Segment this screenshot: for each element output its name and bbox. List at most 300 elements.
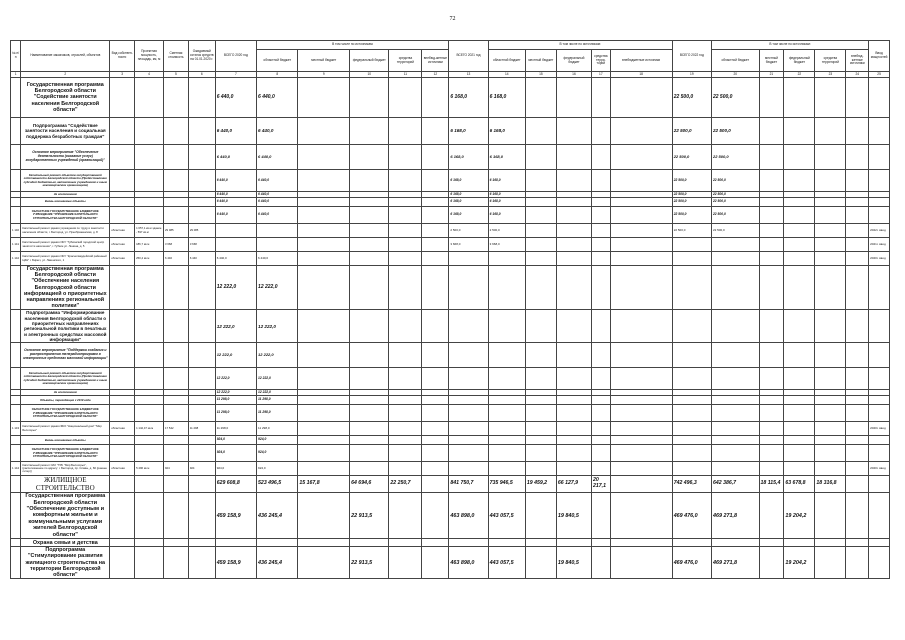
row-value: [389, 436, 422, 445]
row-name: Подпрограмма "Информирование населения Белгородской области о приоритетных направлениях региональной политики в печатных и электронных средствах массовой информации": [21, 310, 110, 343]
row-value: 22 500,0: [672, 78, 711, 118]
row-value: [592, 343, 611, 368]
row-value: [610, 368, 672, 390]
row-value: [846, 547, 869, 579]
row-value: [350, 118, 389, 145]
row-value: 459 158,9: [215, 493, 256, 539]
row-value: [350, 445, 389, 462]
table-row: [11, 539, 890, 547]
row-value: [389, 310, 422, 343]
row-value: [525, 310, 556, 343]
row-value: [846, 493, 869, 539]
row-value: 18 316,8: [815, 476, 846, 493]
row-value: 469 271,8: [711, 547, 759, 579]
row-value: [846, 224, 869, 238]
row-estimate: 17 542: [164, 422, 189, 436]
row-estimate: [164, 145, 189, 170]
row-remaining: [188, 493, 215, 539]
row-number: [11, 368, 21, 390]
row-remaining: 924: [188, 462, 215, 476]
row-remaining: [188, 170, 215, 192]
row-estimate: [164, 266, 189, 310]
row-value: 6 168,0: [449, 192, 488, 198]
row-value: 924,0: [257, 436, 298, 445]
row-value: [556, 396, 591, 405]
header-src-extrabudget: внебюд-жетные источники: [422, 50, 449, 72]
row-value: [592, 547, 611, 579]
row-estimate: [164, 445, 189, 462]
row-value: [556, 118, 591, 145]
row-value: [592, 422, 611, 436]
row-value: [759, 224, 784, 238]
row-estimate: [164, 436, 189, 445]
row-value: [846, 198, 869, 207]
header-remaining: Ожидаемый остаток средств на 01.01.2020 г.: [188, 41, 215, 72]
row-number: [11, 266, 21, 310]
row-value: 6 168,0: [449, 170, 488, 192]
row-value: [298, 493, 350, 539]
row-value: [449, 343, 488, 368]
row-value: 12 222,0: [257, 266, 298, 310]
header-src-territories: средства территорий: [389, 50, 422, 72]
object-row: [11, 224, 890, 238]
row-value: [525, 547, 556, 579]
row-value: [350, 422, 389, 436]
row-value: 6 440,0: [257, 170, 298, 192]
row-value: [711, 422, 759, 436]
row-number: [11, 207, 21, 224]
row-value: [846, 252, 869, 266]
row-value: 22 500,0: [672, 145, 711, 170]
row-value: [350, 436, 389, 445]
row-value: [556, 462, 591, 476]
row-value: [711, 405, 759, 422]
row-value: [815, 493, 846, 539]
row-capacity: [135, 207, 164, 224]
header-name: Наименование заказчиков, отраслей, объектов: [21, 41, 110, 72]
row-value: [422, 310, 449, 343]
row-value: [389, 422, 422, 436]
table-row: [11, 445, 890, 462]
row-value: [556, 266, 591, 310]
row-value: 19 840,5: [556, 547, 591, 579]
row-commission: [869, 343, 890, 368]
row-value: [846, 266, 869, 310]
row-value: [672, 405, 711, 422]
row-value: [759, 493, 784, 539]
row-commission: [869, 539, 890, 547]
row-value: 6 440,0: [215, 118, 256, 145]
row-value: [257, 238, 298, 252]
row-commission: [869, 547, 890, 579]
row-value: 19 204,2: [784, 547, 815, 579]
row-capacity: [135, 343, 164, 368]
row-value: 22 500,0: [711, 198, 759, 207]
row-value: 22 913,5: [350, 493, 389, 539]
row-value: [449, 539, 488, 547]
row-name: За исключением: [21, 192, 110, 198]
header-total-2020: ВСЕГО 2020 год: [215, 41, 256, 72]
row-number: [11, 198, 21, 207]
row-value: 22 500,0: [711, 207, 759, 224]
row-estimate: 3 668: [164, 238, 189, 252]
row-value: [449, 422, 488, 436]
row-value: [784, 539, 815, 547]
row-value: 924,0: [215, 445, 256, 462]
row-value: 459 158,9: [215, 547, 256, 579]
row-value: [488, 405, 525, 422]
row-value: [815, 462, 846, 476]
row-value: [298, 170, 350, 192]
row-capacity: [135, 493, 164, 539]
row-value: [592, 539, 611, 547]
column-number: 11: [389, 72, 422, 78]
row-value: 18 115,4: [759, 476, 784, 493]
row-estimate: [164, 118, 189, 145]
row-name: Государственная программа Белгородской области "Обеспечение доступным и комфортным жильем и коммунальными услугами жителей Белгородской области": [21, 493, 110, 539]
row-value: [784, 396, 815, 405]
column-number: 22: [784, 72, 815, 78]
row-value: [422, 396, 449, 405]
row-value: [815, 343, 846, 368]
row-value: [759, 198, 784, 207]
row-value: [257, 224, 298, 238]
row-value: 436 245,4: [257, 493, 298, 539]
row-value: [784, 252, 815, 266]
row-ownership: областная: [110, 238, 135, 252]
table-row: [11, 405, 890, 422]
row-ownership: [110, 445, 135, 462]
row-value: 12 222,0: [215, 266, 256, 310]
row-value: 735 946,5: [488, 476, 525, 493]
row-value: [556, 422, 591, 436]
row-commission: [869, 493, 890, 539]
row-value: [298, 436, 350, 445]
row-ownership: [110, 539, 135, 547]
row-value: [711, 368, 759, 390]
row-estimate: [164, 78, 189, 118]
row-value: [350, 207, 389, 224]
row-number: 1 140: [11, 224, 21, 238]
row-value: [672, 343, 711, 368]
row-commission: 2020г. ввод: [869, 252, 890, 266]
row-value: [389, 266, 422, 310]
row-value: [422, 539, 449, 547]
row-value: 924,0: [257, 445, 298, 462]
row-ownership: [110, 436, 135, 445]
table-row: [11, 547, 890, 579]
table-row: [11, 118, 890, 145]
row-capacity: [135, 145, 164, 170]
row-value: [350, 396, 389, 405]
row-value: [389, 539, 422, 547]
row-name: Капитальный ремонт объектов государственной собственности Белгородской области (Предоставление субсидий бюджетным, автономным учреждениям и иным некоммерческим организациям): [21, 368, 110, 390]
header-src-federal: федеральный бюджет: [350, 50, 389, 72]
row-value: [525, 405, 556, 422]
row-value: [350, 343, 389, 368]
row-value: [488, 445, 525, 462]
row-value: [215, 224, 256, 238]
row-number: [11, 145, 21, 170]
row-remaining: [188, 118, 215, 145]
row-value: [449, 252, 488, 266]
row-value: [610, 145, 672, 170]
row-ownership: [110, 547, 135, 579]
row-value: [556, 198, 591, 207]
row-number: [11, 343, 21, 368]
row-value: [556, 252, 591, 266]
row-value: [815, 145, 846, 170]
row-value: [350, 145, 389, 170]
row-value: [759, 405, 784, 422]
row-number: [11, 396, 21, 405]
row-value: [298, 343, 350, 368]
row-value: [422, 493, 449, 539]
row-value: [488, 539, 525, 547]
row-value: [815, 547, 846, 579]
header-src-territories: средства терри-торий: [592, 50, 611, 72]
row-value: [422, 547, 449, 579]
row-value: 64 694,6: [350, 476, 389, 493]
row-remaining: [188, 343, 215, 368]
row-value: [488, 310, 525, 343]
row-value: [389, 462, 422, 476]
row-value: [298, 118, 350, 145]
row-value: 11 298,0: [257, 405, 298, 422]
row-value: [784, 445, 815, 462]
row-value: [449, 310, 488, 343]
row-value: 6 440,0: [215, 145, 256, 170]
row-value: [525, 224, 556, 238]
row-value: [784, 405, 815, 422]
column-number: 3: [110, 72, 135, 78]
row-value: 12 222,0: [257, 310, 298, 343]
row-commission: 2022г. ввод: [869, 224, 890, 238]
row-value: 463 898,0: [449, 547, 488, 579]
row-value: [298, 539, 350, 547]
row-value: 463 898,0: [449, 493, 488, 539]
row-value: [556, 78, 591, 118]
row-value: 469 476,0: [672, 493, 711, 539]
row-value: [815, 207, 846, 224]
row-value: [711, 343, 759, 368]
row-value: 6 440,0: [215, 78, 256, 118]
row-value: 6 440,0: [257, 118, 298, 145]
header-sources-2022: В том числе по источникам:: [711, 41, 868, 50]
row-capacity: 250,4 кв.м: [135, 252, 164, 266]
row-value: [759, 396, 784, 405]
header-sources-2020: В том числе по источникам:: [257, 41, 449, 50]
row-name: Капитальный ремонт здания ОКУ "Губкинский городской центр занятости населения", г. Губкин ул. Ленина, д. 5: [21, 238, 110, 252]
row-value: [672, 266, 711, 310]
row-capacity: [135, 266, 164, 310]
row-name: Капитальный ремонт ОАУ "ТРК "Мир Белогорья", (расположенное по адресу: г. Белгород, пр. Славы, д. 60 (раннее литер)): [21, 462, 110, 476]
row-value: [592, 310, 611, 343]
row-number: 1 144: [11, 462, 21, 476]
row-value: [215, 539, 256, 547]
row-value: [525, 396, 556, 405]
row-value: [350, 368, 389, 390]
row-value: [672, 368, 711, 390]
row-value: [350, 252, 389, 266]
header-n: № п/п: [11, 41, 21, 72]
row-value: 22 500,0: [672, 192, 711, 198]
row-value: [610, 118, 672, 145]
header-src-extrabudget: внебюд-жетные источники: [846, 50, 869, 72]
row-estimate: [164, 539, 189, 547]
row-value: 6 168,0: [449, 118, 488, 145]
row-value: [592, 266, 611, 310]
row-value: [389, 343, 422, 368]
row-name: Основное мероприятие "Поддержка создания и распространения телерадиопрограмм в электронных средствах массовой информации": [21, 343, 110, 368]
row-estimate: [164, 368, 189, 390]
row-value: [815, 405, 846, 422]
row-capacity: [135, 78, 164, 118]
row-name: ОБЛАСТНОЕ ГОСУДАРСТВЕННОЕ БЮДЖЕТНОЕ УЧРЕЖДЕНИЕ "УПРАВЛЕНИЕ КАПИТАЛЬНОГО СТРОИТЕЛЬСТВА БЕЛГОРОДСКОЙ ОБЛАСТИ": [21, 445, 110, 462]
row-value: 22 250,7: [389, 476, 422, 493]
row-name: Вновь начинаемые объекты: [21, 436, 110, 445]
column-number: 14: [488, 72, 525, 78]
row-estimate: 6 440: [164, 252, 189, 266]
row-commission: [869, 476, 890, 493]
row-value: [298, 445, 350, 462]
row-value: [592, 118, 611, 145]
row-value: 6 440,0: [215, 170, 256, 192]
row-number: [11, 493, 21, 539]
row-value: [610, 78, 672, 118]
row-capacity: [135, 436, 164, 445]
row-value: 523 496,5: [257, 476, 298, 493]
header-src-territories: средства территорий: [815, 50, 846, 72]
row-value: [298, 396, 350, 405]
row-estimate: [164, 405, 189, 422]
row-value: 12 222,0: [257, 368, 298, 390]
row-value: [759, 310, 784, 343]
row-value: [422, 422, 449, 436]
row-value: 6 440,0: [257, 192, 298, 198]
row-value: [592, 78, 611, 118]
row-remaining: [188, 436, 215, 445]
column-number: 24: [846, 72, 869, 78]
row-capacity: [135, 170, 164, 192]
row-value: 22 500,0: [672, 198, 711, 207]
row-value: 2 500,0: [488, 224, 525, 238]
row-name: Капитальный ремонт здания ФКО "Национальный дом" "Мир Белогорья": [21, 422, 110, 436]
row-value: [422, 343, 449, 368]
row-value: [389, 198, 422, 207]
header-total-2021: ВСЕГО 2021 год: [449, 41, 488, 72]
row-value: [815, 266, 846, 310]
row-value: [350, 78, 389, 118]
row-value: 22 500,0: [711, 78, 759, 118]
row-value: 6 440,0: [215, 252, 256, 266]
column-number: 18: [610, 72, 672, 78]
row-number: [11, 78, 21, 118]
row-name: Государственная программа Белгородской области "Обеспечение населения Белгородской области информацией о приоритетных направлениях региональной политики": [21, 266, 110, 310]
row-estimate: [164, 207, 189, 224]
row-value: [422, 368, 449, 390]
row-commission: [869, 310, 890, 343]
row-value: [449, 462, 488, 476]
row-capacity: [135, 405, 164, 422]
row-value: [672, 539, 711, 547]
row-remaining: [188, 310, 215, 343]
row-value: [759, 445, 784, 462]
column-number: 4: [135, 72, 164, 78]
row-remaining: [188, 547, 215, 579]
row-value: [488, 436, 525, 445]
row-capacity: [135, 118, 164, 145]
row-value: [711, 238, 759, 252]
header-sources-2021: В том числе по источникам:: [488, 41, 672, 50]
row-value: [298, 78, 350, 118]
row-value: [422, 462, 449, 476]
row-ownership: [110, 343, 135, 368]
row-value: [389, 238, 422, 252]
table-row: [11, 170, 890, 192]
row-value: 6 168,0: [449, 78, 488, 118]
row-value: [784, 118, 815, 145]
row-value: 742 496,3: [672, 476, 711, 493]
row-ownership: [110, 207, 135, 224]
row-value: [815, 170, 846, 192]
row-commission: [869, 198, 890, 207]
row-value: [525, 118, 556, 145]
row-remaining: 29 085: [188, 224, 215, 238]
row-value: [298, 198, 350, 207]
row-value: [711, 445, 759, 462]
row-number: [11, 476, 21, 493]
row-estimate: [164, 198, 189, 207]
row-value: [389, 224, 422, 238]
row-name: Капитальный ремонт объектов государственной собственности Белгородской области (Предоставление субсидий бюджетным, автономным учреждениям и иным некоммерческим организациям): [21, 170, 110, 192]
row-value: [846, 343, 869, 368]
header-src-regional: областной бюджет: [488, 50, 525, 72]
row-value: [610, 436, 672, 445]
header-src-local: местный бюджет: [759, 50, 784, 72]
row-value: [784, 343, 815, 368]
row-value: [389, 118, 422, 145]
row-value: [592, 145, 611, 170]
object-row: [11, 422, 890, 436]
row-value: [610, 207, 672, 224]
row-number: [11, 118, 21, 145]
row-value: 11 298,0: [215, 396, 256, 405]
row-value: [592, 368, 611, 390]
row-value: 6 168,0: [488, 198, 525, 207]
row-value: [846, 78, 869, 118]
row-value: [846, 476, 869, 493]
row-value: [610, 266, 672, 310]
row-value: [422, 436, 449, 445]
row-value: 642 386,7: [711, 476, 759, 493]
row-value: [815, 198, 846, 207]
row-value: [488, 368, 525, 390]
row-estimate: [164, 310, 189, 343]
row-value: [257, 539, 298, 547]
row-number: 1 143: [11, 422, 21, 436]
row-value: [488, 422, 525, 436]
row-value: 924,0: [215, 462, 256, 476]
row-remaining: [188, 396, 215, 405]
row-value: [610, 547, 672, 579]
row-number: 1 141: [11, 238, 21, 252]
row-value: 15 167,8: [298, 476, 350, 493]
row-commission: [869, 207, 890, 224]
row-value: [784, 207, 815, 224]
header-ownership: Вид собствен-ности: [110, 41, 135, 72]
row-value: [846, 422, 869, 436]
